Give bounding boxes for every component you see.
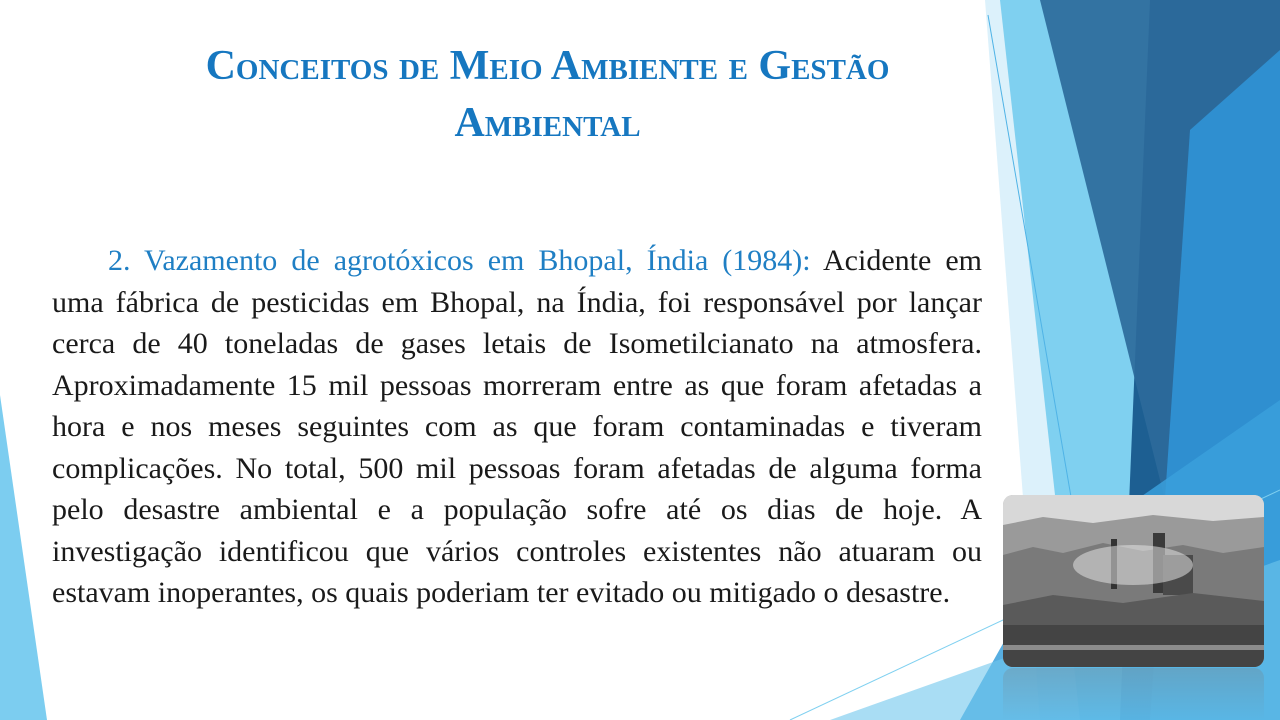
photo-road bbox=[1003, 645, 1264, 650]
body-paragraph bbox=[52, 240, 982, 614]
photo-smoke bbox=[1073, 545, 1193, 585]
paragraph-lead: 2. Vazamento de agrotóxicos em Bhopal, Índia (1984): bbox=[108, 244, 811, 277]
bhopal-photo bbox=[1003, 495, 1264, 667]
paragraph-body: Acidente em uma fábrica de pesticidas em Bhopal, na Índia, foi responsável por lançar cerca de 40 toneladas de gases letais de Isometilcianato na atmosfera. Aproximadamente 15 mil pessoas morreram entre as que foram afetadas a hora e nos meses seguintes com as que foram contaminadas e tiveram complicações. No total, 500 mil pessoas foram afetadas de alguma forma pelo desastre ambiental e a população sofre até os dias de hoje. A investigação identificou que vários controles existentes não atuaram ou estavam inoperantes, os quais poderiam ter evitado ou mitigado o desastre. bbox=[52, 244, 982, 609]
bg-left-shape bbox=[0, 395, 47, 720]
title-line-1: Conceitos de Meio Ambiente e Gestão bbox=[205, 43, 890, 89]
photo-reflection bbox=[1003, 668, 1264, 720]
slide-title bbox=[70, 38, 1025, 152]
title-line-2: Ambiental bbox=[454, 100, 641, 146]
